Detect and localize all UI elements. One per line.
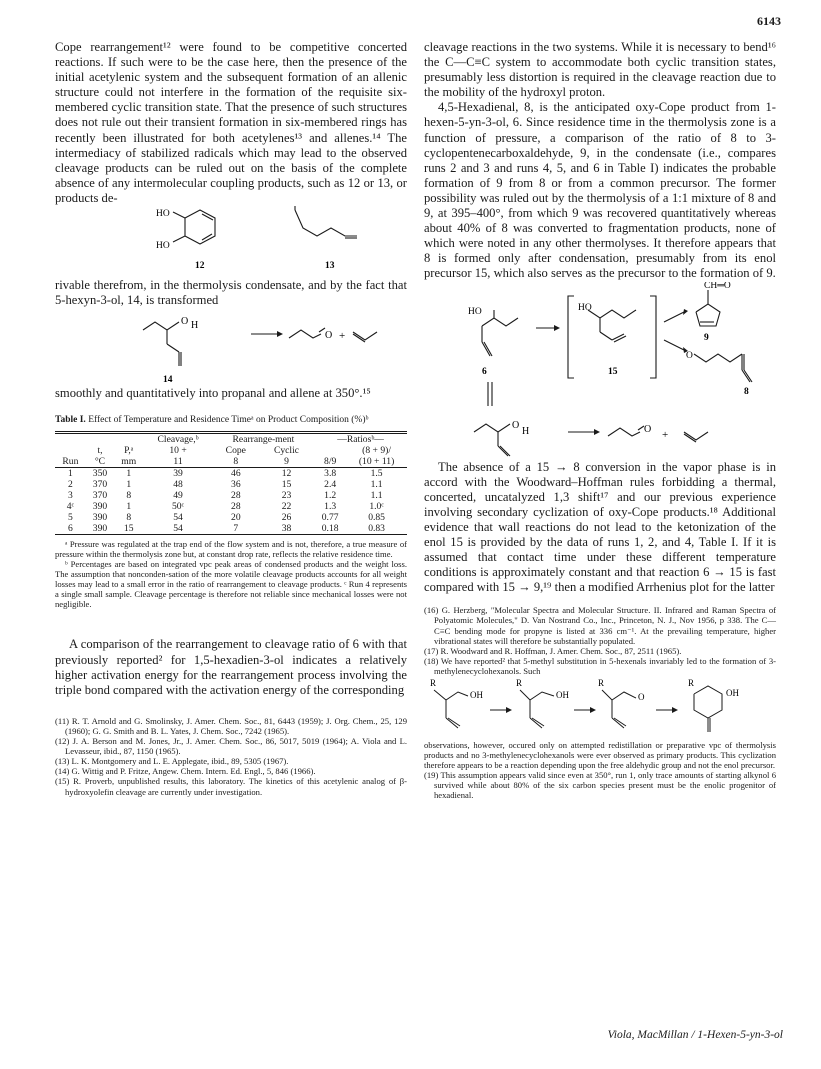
- cyclization-arrowhead-1: [506, 707, 512, 713]
- table-cell: 8: [126, 489, 132, 501]
- left-paragraph-3: smoothly and quantitatively into propanal and allene at 350°.¹⁵: [55, 386, 371, 401]
- table-body: [55, 468, 407, 534]
- table-header-cell: [86, 434, 114, 445]
- label-oh4: OH: [726, 688, 739, 698]
- table-cell: 0.77: [321, 511, 339, 523]
- table-cell: 1.3: [324, 500, 337, 512]
- table-cell: 1.5: [370, 467, 383, 479]
- right-paragraph-1: cleavage reactions in the two systems. While it is necessary to bend¹⁶ the C—C≡C system to accommodate both cyclic transition states, presumably less distortion is required in the cleavage reaction due to the mobility of the hydroxyl proton.: [424, 40, 776, 100]
- table-cell: 12: [281, 467, 292, 479]
- table-row: [55, 468, 407, 479]
- table-cell: 38: [281, 522, 292, 534]
- table-cell: 3: [68, 489, 73, 501]
- table-caption-text: Effect of Temperature and Residence Timeᵃ on Product Composition (%)ᵇ: [88, 415, 369, 426]
- table-header-row-1: [55, 434, 407, 445]
- reference-18-continued: observations, however, occured only on attempted redistillation or preparative vpc of thermolysis products and no 3-methylenecyclohexanols were ever observed as primary products. This cyclization therefore appears to be a reaction depending upon the free aldehydic group and not the enol precursor.: [424, 740, 776, 771]
- table-cell: 0.85: [368, 511, 385, 523]
- scheme-14-drawing: [55, 308, 407, 386]
- right-references: [424, 605, 776, 676]
- table-header-cell: Cope: [225, 444, 246, 456]
- table-header-cell: [314, 445, 346, 456]
- table-row: [55, 501, 407, 512]
- label-o3: O: [638, 692, 645, 702]
- cyclization-scheme-drawing: [424, 676, 776, 740]
- table-header-cell: [55, 445, 86, 456]
- table-cell: 350: [92, 467, 108, 479]
- right-paragraph-2: 4,5-Hexadienal, 8, is the anticipated oxy-Cope product from 1-hexen-5-yn-3-ol, 6. Since residence time in the thermolysis zone is a function of pressure, a comparison of the ratio of 8 to 3-cyclopentenecarboxaldehyde, 9, in the condensate (i.e., compares runs 2 and 3 and runs 4, 5, and 6 in Table I) indicates the probable formation of 9 from 8 or from a common precursor. The former possibility was ruled out by the thermolysis of a 1:1 mixture of 8 and 9, at 395–400°, from which 9 was recovered quantitatively whereas about 40% of 8 was converted to fragmentation products, none of which were noted in any other thermolyses. It therefore appears that 8 is formed only after condensation, presumably from its enol precursor 15, which also serves as the precursor to the formation of 9.: [424, 100, 776, 281]
- label-r1: R: [430, 678, 437, 688]
- table-cell: 370: [92, 489, 108, 501]
- table-cell: 370: [92, 478, 108, 490]
- table-cell: 8: [126, 511, 132, 523]
- page-number: 6143: [757, 14, 781, 28]
- table-cell: 15: [281, 478, 292, 490]
- label-oh2: OH: [556, 690, 569, 700]
- label-h-bottom: H: [522, 425, 530, 437]
- table-header-cell: Cleavage,ᵇ: [157, 433, 199, 445]
- table-row: [55, 490, 407, 501]
- reference-17: (17) R. Woodward and R. Hoffman, J. Amer. Chem. Soc., 87, 2511 (1965).: [424, 645, 682, 656]
- table-row: [55, 512, 407, 523]
- table-cell: 5: [68, 511, 73, 523]
- table-row: [55, 479, 407, 490]
- label-ho-top: HO: [156, 209, 170, 220]
- left-paragraph-1: Cope rearrangement¹² were found to be competitive concerted reactions. If such were to be the case here, then the presence of the initial acetylenic system and the subsequent formation of an allenic structure could not interfere in the formation of the requisite six-membered cyclic transition state. That the presence of such structures does not rule out their transient formation in six-membered rings has recently been illustrated for both acetylenes¹³ and allenes.¹⁴ The intermediacy of stabilized radicals which may lead to the observed cleavage products can be ruled out on the basis of the complete absence of any intermolecular coupling products, such as 12 or 13, or products de-: [55, 40, 407, 205]
- cyclization-scheme: [424, 676, 776, 740]
- cyclization-arrowhead-3: [672, 707, 678, 713]
- label-r4: R: [688, 678, 695, 688]
- table-header-cell: 9: [284, 455, 289, 467]
- table-cell: 390: [92, 511, 108, 523]
- table-header-cell: —Ratiosᵇ—: [337, 433, 384, 445]
- table-cell: 49: [173, 489, 183, 501]
- left-references: [55, 716, 407, 797]
- compound-label-6: 6: [482, 366, 487, 377]
- compound-label-13: 13: [325, 261, 335, 272]
- table-cell: 54: [173, 522, 183, 534]
- table-cell: 2: [68, 478, 73, 490]
- table-header-cell: Run: [62, 455, 79, 467]
- label-o-8: O: [686, 350, 693, 361]
- compound-label-15: 15: [608, 366, 618, 377]
- arrowhead-15-9: [683, 309, 688, 315]
- table-cell: 54: [173, 511, 183, 523]
- table-footnotes: [55, 539, 407, 610]
- table-cell: 0.83: [368, 522, 385, 534]
- table-cell: 1: [126, 467, 132, 479]
- scheme-14-plus: +: [339, 330, 346, 343]
- table-cell: 15: [123, 522, 134, 534]
- table-header-cell: 10 +: [169, 444, 187, 456]
- scheme-14-o: O: [181, 316, 189, 328]
- compound-label-8: 8: [744, 386, 749, 397]
- reference-18: (18) We have reported² that 5-methyl substitution in 5-hexenals invariably led to the formation of 3-methylenecyclohexanols. Such: [424, 655, 776, 676]
- table-cell: 39: [173, 467, 183, 479]
- right-references-continued: [424, 740, 776, 801]
- table-cell: 22: [281, 500, 292, 512]
- reference-19: (19) This assumption appears valid since even at 350°, run 1, only trace amounts of starting alkynol 6 survived while about 80% of the six carbon species present must be the enolic progenitor of hexadienal.: [424, 770, 776, 801]
- arrowhead-6-15: [554, 325, 560, 331]
- table-header-cell: Cyclic: [273, 444, 300, 456]
- results-table: [55, 434, 407, 534]
- label-plus: +: [662, 428, 669, 441]
- label-r2: R: [516, 678, 523, 688]
- table-cell: 36: [231, 478, 241, 490]
- table-cell: 1: [68, 467, 73, 479]
- table-header-cell: 8: [233, 455, 239, 467]
- label-ho-15: HO: [578, 302, 592, 313]
- table-cell: 26: [281, 511, 292, 523]
- table-cell: 1: [126, 500, 132, 512]
- table-cell: 1.1: [370, 489, 383, 501]
- table-header-cell: t,: [97, 444, 103, 456]
- table-cell: 1.1: [370, 478, 383, 490]
- mechanism-scheme: [424, 282, 776, 460]
- table-footnote-a: ᵃ Pressure was regulated at the trap end of the flow system and is not, therefore, a true measure of pressure within the thermolysis zone but, at constant drop rate, reflects the relative residence time.: [55, 538, 407, 559]
- scheme-14-arrowhead: [277, 331, 283, 337]
- scheme-14-h: H: [191, 320, 199, 332]
- label-o-bottom: O: [512, 419, 520, 431]
- table-cell: 1: [126, 478, 132, 490]
- label-o-aldehyde: O: [644, 423, 652, 435]
- table-cell: 1.0ᶜ: [369, 500, 384, 512]
- reference-14: (14) G. Wittig and P. Fritze, Angew. Chem. Intern. Ed. Engl., 5, 846 (1966).: [55, 766, 316, 777]
- table-cell: 390: [92, 500, 108, 512]
- table-header-row-3: [55, 456, 407, 467]
- label-r3: R: [598, 678, 605, 688]
- table-header-cell: °C: [94, 455, 106, 467]
- scheme-14: [55, 308, 407, 386]
- table-caption-label: Table I.: [55, 415, 86, 426]
- running-head: Viola, MacMillan / 1-Hexen-5-yn-3-ol: [607, 1029, 783, 1041]
- table-cell: 7: [233, 522, 239, 534]
- reference-15: (15) R. Proverb, unpublished results, this laboratory. The kinetics of this acetylenic analog of β-hydroxyolefin cleavage are currently under investigation.: [55, 776, 407, 797]
- label-ch-o: CH═O: [704, 281, 731, 291]
- reference-12: (12) J. A. Berson and M. Jones, Jr., J. Amer. Chem. Soc., 86, 5017, 5019 (1964); A. Viola and L. Levasseur, ibid., 87, 1150 (1965).: [55, 736, 407, 757]
- table-bottom-rule: [55, 534, 407, 535]
- reference-16: (16) G. Herzberg, "Molecular Spectra and Molecular Structure. II. Infrared and Raman Spectra of Polyatomic Molecules," D. Van Nostrand Co., Inc., Princeton, N. J., Nov 1956, p 338. The C—C≡C bending mode for propyne is listed at 336 cm⁻¹. At the prevailing temperature, higher vibrational states will therefore be substantially populated.: [424, 605, 776, 646]
- table-cell: 1.2: [324, 489, 337, 501]
- table-cell: 28: [231, 500, 241, 512]
- table-cell: 50ᶜ: [172, 500, 185, 512]
- table-header-cell: 11: [173, 455, 183, 467]
- right-column: [424, 40, 776, 801]
- table-cell: 4ᶜ: [66, 500, 75, 512]
- table-cell: 28: [231, 489, 241, 501]
- scheme-14-aldehyde-o: O: [325, 330, 333, 342]
- label-ho-6: HO: [468, 306, 482, 317]
- table-cell: 20: [231, 511, 241, 523]
- reference-11: (11) R. T. Arnold and G. Smolinsky, J. Amer. Chem. Soc., 81, 6443 (1959); J. Org. Chem., 25, 129 (1960); G. G. Smith and B. L. Yates, J. Chem. Soc., 7242 (1965).: [55, 715, 407, 736]
- arrowhead-bottom: [594, 429, 600, 435]
- structures-12-13-drawing: [55, 206, 407, 278]
- left-column: [55, 40, 407, 797]
- table-header-cell: (8 + 9)/: [362, 444, 392, 456]
- table-cell: 390: [92, 522, 108, 534]
- table-header-cell: mm: [121, 455, 137, 467]
- table-header-cell: [114, 434, 143, 445]
- label-ho-bottom: HO: [156, 241, 170, 252]
- compound-label-12: 12: [195, 261, 205, 272]
- table-cell: 0.18: [321, 522, 339, 534]
- table-cell: 3.8: [324, 467, 337, 479]
- compound-label-9: 9: [704, 332, 709, 343]
- table-footnote-bc: ᵇ Percentages are based on integrated vpc peak areas of condensed products and the weight loss. The assumption that nonconden-sation of the more volatile cleavage products accounts for all weight losses may lead to a small error in the ratio of rearrangement to cleavage products. ᶜ Run 4 represents a single small sample. Cleavage percentage is therefore not reliable since mechanical losses were not negligible.: [55, 559, 407, 610]
- table-cell: 48: [173, 478, 183, 490]
- table-row: [55, 523, 407, 534]
- reference-13: (13) L. K. Montgomery and L. E. Applegate, ibid., 89, 5305 (1967).: [55, 756, 289, 767]
- table-cell: 46: [231, 467, 241, 479]
- table-header-cell: [55, 434, 86, 445]
- table-cell: 23: [281, 489, 292, 501]
- compound-label-14: 14: [163, 375, 173, 386]
- table-header-cell: (10 + 11): [358, 455, 395, 467]
- left-paragraph-2: rivable therefrom, in the thermolysis condensate, and by the fact that 5-hexyn-3-ol, 14, is transformed: [55, 278, 407, 308]
- table-caption: [55, 415, 407, 427]
- table-header-cell: 8/9: [324, 455, 337, 467]
- table-header-row-2: [55, 445, 407, 456]
- label-oh1: OH: [470, 690, 483, 700]
- table-header-cell: P,ᵃ: [124, 444, 134, 456]
- right-paragraph-3: The absence of a 15 → 8 conversion in the vapor phase is in accord with the Woodward–Hoffman rules forbidding a thermal, concerted, uncatalyzed 1,3 shift¹⁷ and our previous experience involving secondary cyclization of oxy-Cope products.¹⁸ Additional evidence that wall reactions do not lead to the ketonization of the enol 15 is provided by the data of runs 1, 2, and 4, Table I. If it is assumed that contact time under these different temperature conditions is approximately constant and that reaction 6 → 15 is fast compared with 15 → 9,¹⁹ then a modified Arrhenius plot for the latter: [424, 459, 776, 595]
- table-cell: 6: [68, 522, 73, 534]
- mechanism-scheme-drawing: [424, 282, 776, 460]
- cyclization-arrowhead-2: [590, 707, 596, 713]
- table-header-cell: Rearrange-ment: [232, 433, 295, 445]
- table-top-rule: [55, 431, 407, 432]
- table-cell: 2.4: [324, 478, 337, 490]
- structures-12-13: [55, 206, 407, 278]
- left-paragraph-4: A comparison of the rearrangement to cleavage ratio of 6 with that previously reported² for 1,5-hexadien-3-ol indicates a relatively higher activation energy for the rearrangement process involving the triple bond compared with the activation energy of the corresponding: [55, 637, 407, 697]
